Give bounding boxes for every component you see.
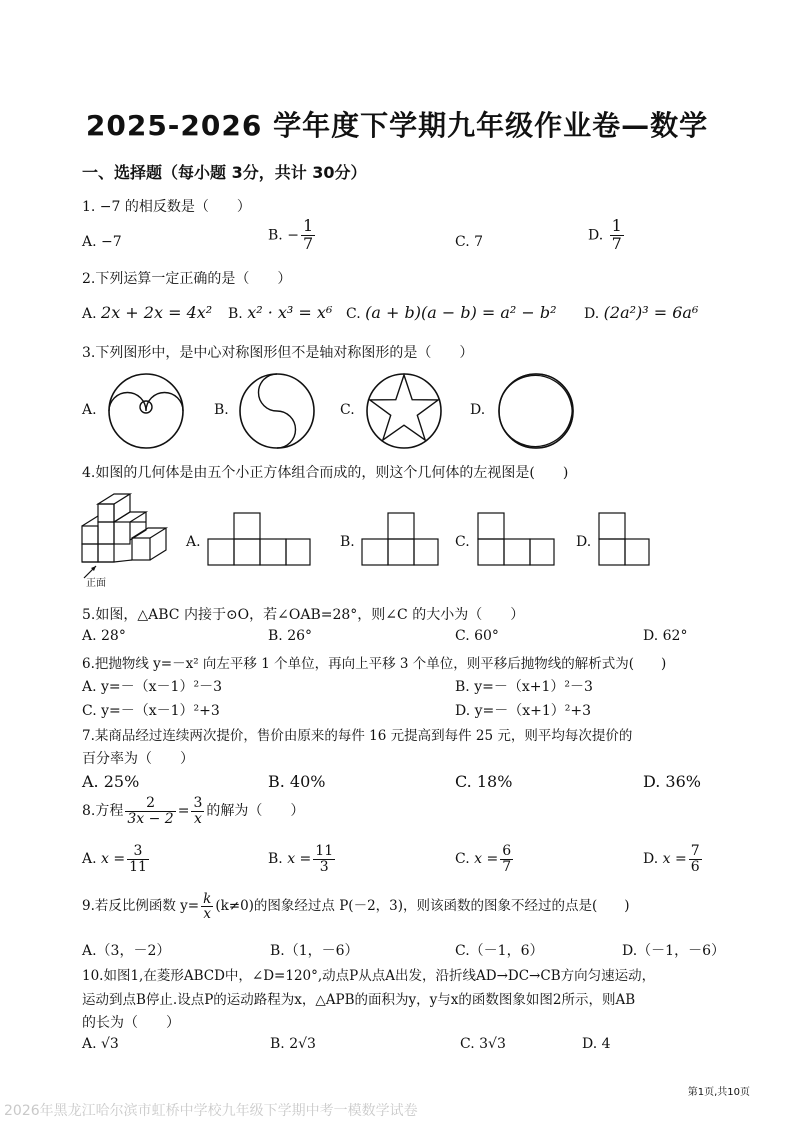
q8-d-num: 7 <box>690 843 700 859</box>
q10-line1: 10.如图1,在菱形ABCD中，∠D=120°,动点P从点A出发，沿折线AD→DC→CB方向匀速运动， <box>82 968 656 984</box>
page-number: 第1页,共10页 <box>687 1087 750 1098</box>
q1-b-label: B. <box>268 227 283 244</box>
q8-equals: = <box>177 803 190 820</box>
q2-d-label: D. <box>584 306 600 322</box>
q2-stem: 2.下列运算一定正确的是（ ） <box>82 271 292 287</box>
q9-k-fraction <box>201 892 213 921</box>
q3-figure-a <box>106 371 186 451</box>
q1-d-den: 7 <box>611 233 622 253</box>
q9-option-d: D.（－1，－6） <box>622 943 725 959</box>
q8-option-c <box>455 844 515 874</box>
q1-option-c: C. 7 <box>455 234 484 250</box>
q1-option-d <box>588 218 626 253</box>
q1-option-a: A. −7 <box>82 234 122 250</box>
page-title: 2025-2026 学年度下学期九年级作业卷—数学 <box>85 109 709 142</box>
q8-b-fraction <box>313 844 335 874</box>
section-heading: 一、选择题（每小题 3分，共计 30分） <box>82 163 367 182</box>
q8-rhs-fraction <box>191 796 204 826</box>
q8-d-den: 6 <box>690 858 700 875</box>
q4-stem: 4.如图的几何体是由五个小正方体组合而成的，则这个几何体的左视图是( ) <box>82 465 569 481</box>
q3-option-a: A. <box>82 402 97 418</box>
q2-a-label: A. <box>82 306 97 322</box>
q9-prefix: 9.若反比例函数 y= <box>82 898 200 915</box>
q4-view-d <box>597 511 651 567</box>
q2-option-b <box>228 303 332 322</box>
q6-option-c: C. y=－（x－1）²+3 <box>82 703 220 719</box>
q5-option-d: D. 62° <box>643 628 688 644</box>
q9-option-b: B.（1，－6） <box>270 943 359 959</box>
q8-option-d <box>643 844 704 874</box>
q2-option-a <box>82 303 212 322</box>
q5-option-a: A. 28° <box>82 628 126 644</box>
q1-b-fraction <box>301 218 315 253</box>
q8-c-label: C. <box>455 851 470 868</box>
q2-b-expr: x² · x³ = x⁶ <box>247 303 333 322</box>
q9-k-num: k <box>203 891 212 907</box>
q8-suffix: 的解为（ ） <box>206 803 305 820</box>
q10-option-c: C. 3√3 <box>460 1036 506 1052</box>
q4-view-b <box>360 511 440 567</box>
q8-rhs-num: 3 <box>193 795 203 811</box>
q8-b-label: B. <box>268 851 283 868</box>
q3-option-d: D. <box>470 402 486 418</box>
q4-option-a: A. <box>186 534 201 550</box>
q4-view-a <box>206 511 312 567</box>
q8-option-a <box>82 844 151 874</box>
q8-c-x: x = <box>474 851 499 868</box>
q8-c-den: 7 <box>502 858 512 875</box>
q8-b-x: x = <box>287 851 312 868</box>
q8-lhs-den: 3x − 2 <box>127 810 174 827</box>
q4-front-label: 正面 <box>86 578 106 589</box>
q2-d-expr: (2a²)³ = 6a⁶ <box>603 303 699 322</box>
q6-option-d: D. y=－（x+1）²+3 <box>455 703 592 719</box>
q2-a-expr: 2x + 2x = 4x² <box>101 303 213 322</box>
q10-option-a: A. √3 <box>82 1036 119 1052</box>
q8-d-fraction <box>689 844 702 874</box>
q7-option-b: B. 40% <box>268 772 326 791</box>
q4-view-c <box>476 511 556 567</box>
q7-stem-line1: 7.某商品经过连续两次提价，售价由原来的每件 16 元提高到每件 25 元，则平均每次提价的 <box>82 728 633 744</box>
q3-figure-c <box>364 371 444 451</box>
q8-a-num: 3 <box>127 844 149 860</box>
q1-b-den: 7 <box>302 233 314 253</box>
q4-option-b: B. <box>340 534 355 550</box>
q10-line2: 运动到点B停止.设点P的运动路程为x，△APB的面积为y，y与x的函数图象如图2所示，则AB <box>82 992 636 1008</box>
q8-prefix: 8.方程 <box>82 803 124 820</box>
q9-option-a: A.（3，－2） <box>82 943 171 959</box>
q1-d-label: D. <box>588 227 604 244</box>
q6-stem: 6.把抛物线 y=－x² 向左平移 1 个单位，再向上平移 3 个单位，则平移后抛物线的解析式为( ) <box>82 656 667 672</box>
q2-option-c <box>346 303 557 322</box>
q9-option-c: C.（－1，6） <box>455 943 544 959</box>
q6-option-a: A. y=－（x－1）²－3 <box>82 679 222 695</box>
q5-option-b: B. 26° <box>268 628 313 644</box>
q10-option-b: B. 2√3 <box>270 1036 316 1052</box>
q5-stem: 5.如图，△ABC 内接于⊙O，若∠OAB=28°，则∠C 的大小为（ ） <box>82 607 525 623</box>
q2-b-label: B. <box>228 306 243 322</box>
q8-rhs-den: x <box>193 810 202 827</box>
q8-c-fraction <box>500 844 513 874</box>
q8-d-x: x = <box>662 851 687 868</box>
q1-option-b <box>268 218 317 253</box>
q8-option-b <box>268 844 337 874</box>
q1-b-sign: − <box>287 227 299 244</box>
q8-d-label: D. <box>643 851 659 868</box>
q8-b-den: 3 <box>319 858 329 875</box>
source-watermark: 2026年黑龙江哈尔滨市虹桥中学校九年级下学期中考一模数学试卷 <box>4 1103 418 1119</box>
q10-option-d: D. 4 <box>582 1036 611 1052</box>
q1-d-num: 1 <box>611 216 622 235</box>
q1-b-num: 1 <box>302 216 314 235</box>
q7-option-a: A. 25% <box>82 772 140 791</box>
q8-lhs-fraction <box>125 796 175 826</box>
q8-a-x: x = <box>101 851 126 868</box>
q8-b-num: 11 <box>315 843 334 859</box>
q1-d-fraction <box>610 218 624 253</box>
q8-a-den: 11 <box>129 858 147 875</box>
q5-option-c: C. 60° <box>455 628 499 644</box>
q7-option-c: C. 18% <box>455 772 513 791</box>
q4-option-d: D. <box>576 534 592 550</box>
q2-option-d <box>584 303 698 322</box>
q1-stem: 1. −7 的相反数是（ ） <box>82 199 251 215</box>
q3-stem: 3.下列图形中，是中心对称图形但不是轴对称图形的是（ ） <box>82 345 474 361</box>
q7-stem-line2: 百分率为（ ） <box>82 751 194 767</box>
q8-stem <box>82 796 304 826</box>
q7-option-d: D. 36% <box>643 772 701 791</box>
q9-suffix: (k≠0)的图象经过点 P(－2，3)，则该函数的图象不经过的点是( ) <box>215 898 630 915</box>
q9-stem <box>82 892 630 921</box>
q3-figure-d <box>496 371 576 451</box>
q4-option-c: C. <box>455 534 470 550</box>
q9-k-den: x <box>203 906 212 923</box>
q2-c-expr: (a + b)(a − b) = a² − b² <box>365 303 557 322</box>
q8-c-num: 6 <box>502 843 512 859</box>
q3-option-b: B. <box>214 402 229 418</box>
q3-option-c: C. <box>340 402 355 418</box>
q10-line3: 的长为（ ） <box>82 1015 180 1031</box>
q8-a-label: A. <box>82 851 97 868</box>
q2-c-label: C. <box>346 306 361 322</box>
q6-option-b: B. y=－（x+1）²－3 <box>455 679 593 695</box>
q3-figure-b <box>237 371 317 451</box>
q8-lhs-num: 2 <box>125 796 175 812</box>
q8-a-fraction <box>127 844 149 874</box>
